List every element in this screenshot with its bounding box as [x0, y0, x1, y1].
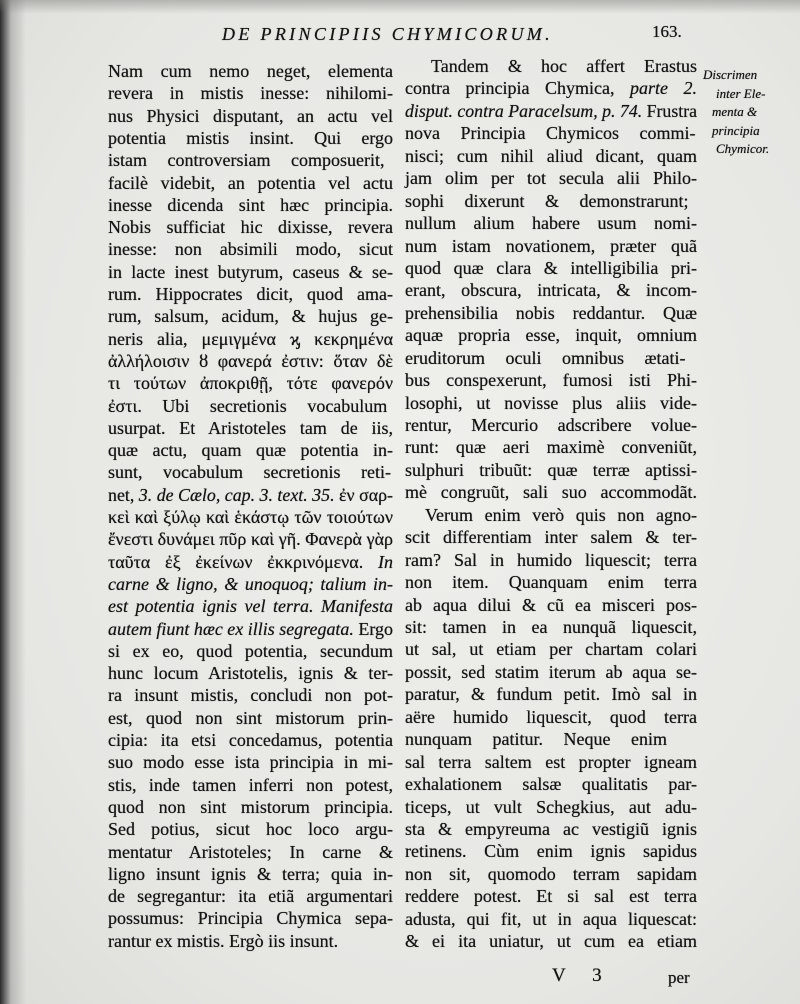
- line-text: aëre humido liquescit, quod terra: [405, 706, 697, 727]
- text-line: [108, 885, 393, 907]
- line-text: num istam novationem, præter quã: [405, 235, 698, 256]
- line-text: si ex eo, quod potentia, secundum: [108, 640, 394, 661]
- text-line: [405, 751, 697, 773]
- line-text: sunt, vocabulum secretionis reti-: [108, 462, 391, 483]
- line-text: quæ actu, quam quæ potentia in-: [108, 440, 394, 461]
- line-text: & ei ita uniatur, ut cum ea etiam: [405, 931, 697, 952]
- text-line: [405, 908, 697, 930]
- line-text: [108, 573, 393, 595]
- line-text: retinens. Cùm enim ignis sapidus: [405, 841, 698, 862]
- line-text: nus Physici disputant, an actu vel: [108, 105, 394, 126]
- text-line: [405, 549, 697, 571]
- line-text: runt: quæ aeri maximè conveniũt,: [405, 437, 697, 458]
- text-line: [405, 190, 697, 212]
- left-column: [108, 0, 394, 1004]
- text-line: [405, 571, 697, 593]
- line-text: rum. Hippocrates dicit, quod ama-: [108, 284, 394, 304]
- line-text: scit differentiam inter salem & ter-: [405, 527, 698, 548]
- line-text: losophi, ut novisse plus aliis vide-: [405, 392, 697, 413]
- line-text: ab aqua dilui & cũ ea misceri pos-: [405, 594, 697, 615]
- line-text: inesse: non absimili modo, sicut: [108, 239, 394, 260]
- text-line: [405, 436, 697, 458]
- line-text: Nobis sufficiat hic dixisse, revera: [108, 217, 393, 238]
- line-text: non sit, quomodo terram sapidam: [405, 863, 697, 884]
- text-line: [405, 796, 697, 818]
- italic-text-segment: autem fiunt hæc ex illis segregata.: [108, 618, 354, 639]
- text-line: [108, 751, 393, 773]
- line-text: nova Principia Chymicos commi-: [405, 123, 696, 144]
- text-line: [405, 369, 697, 391]
- right-column: [405, 0, 699, 1004]
- text-line: [108, 707, 393, 729]
- text-line: [108, 461, 393, 483]
- text-line: [405, 324, 697, 346]
- line-text: suo modo esse ista principia in mi-: [108, 752, 393, 773]
- text-line: [405, 773, 697, 795]
- line-text: Verum enim verò quis non agno-: [425, 504, 698, 525]
- text-line: [108, 684, 393, 706]
- text-line: [108, 127, 393, 149]
- line-text: [108, 551, 393, 573]
- text-line: [405, 885, 697, 907]
- line-text: τι τούτων ἀποκριθῇ, τότε φανερόν: [108, 373, 393, 394]
- line-text: stis, inde tamen inferri non potest,: [108, 774, 394, 795]
- line-text: potentia mistis insint. Qui ergo: [108, 127, 394, 148]
- text-line: [108, 439, 393, 461]
- text-line: [405, 167, 697, 189]
- text-line: [108, 261, 393, 283]
- line-text: non item. Quanquam enim terra: [405, 572, 697, 593]
- text-line: [108, 551, 393, 573]
- line-text: nunquam patitur. Neque enim: [405, 729, 667, 750]
- text-segment: ταῦτα ἐξ ἐκείνων ἐκκρινόμενα.: [108, 551, 378, 572]
- text-line: [108, 238, 393, 260]
- text-line: [108, 82, 393, 104]
- line-text: mentatur Aristoteles; In carne &: [108, 841, 394, 862]
- line-text: [108, 618, 393, 640]
- text-line: [108, 907, 393, 929]
- text-line: [108, 640, 393, 662]
- text-segment: Frustra: [642, 100, 698, 121]
- line-text: ut sal, ut etiam per chartam colari: [405, 639, 697, 660]
- text-line: [405, 594, 697, 616]
- line-text: eruditorum oculi omnibus ætati-: [405, 347, 686, 368]
- line-text: rantur ex mistis. Ergò iis insunt.: [108, 930, 339, 951]
- text-line: [108, 863, 393, 885]
- line-text: aquæ propria esse, inquit, omnium: [405, 325, 698, 346]
- line-text: ra insunt mistis, concludi non pot-: [108, 685, 393, 706]
- text-line: [108, 796, 393, 818]
- text-line: [108, 350, 393, 372]
- line-text: [108, 595, 393, 617]
- text-line: [405, 728, 697, 750]
- line-text: exhalationem salsæ qualitatis par-: [405, 774, 697, 795]
- line-text: sophi dixerunt & demonstrarunt;: [405, 190, 689, 211]
- text-line: [425, 504, 697, 526]
- text-line: [405, 414, 697, 436]
- line-text: Tandem & hoc affert Erastus: [431, 56, 697, 76]
- line-text: inesse dicenda sint hæc principia.: [108, 194, 393, 215]
- line-text: in lacte inest butyrum, caseus & se-: [108, 261, 393, 282]
- text-line: [405, 863, 697, 885]
- text-line: [108, 172, 393, 194]
- text-line: [405, 840, 697, 862]
- text-line: [108, 194, 393, 216]
- marginal-note-line: inter Ele-: [716, 85, 766, 101]
- text-line: [405, 212, 697, 234]
- line-text: rentur, Mercurio adscribere volue-: [405, 415, 697, 436]
- text-line: [405, 706, 697, 728]
- italic-text-segment: 3. de Cælo, cap. 3. text. 35.: [138, 484, 335, 505]
- text-line: [405, 638, 697, 660]
- text-line: [405, 616, 697, 638]
- text-line: [108, 930, 393, 952]
- text-line: [108, 818, 393, 840]
- line-text: ἔνεστι δυνάμει πῦρ καὶ γῆ. Φανερὰ γὰρ: [108, 529, 393, 550]
- line-text: adusta, qui fit, ut in aqua liquescat:: [405, 908, 697, 929]
- text-line: [108, 573, 393, 595]
- line-text: Sed potius, sicut hoc loco argu-: [108, 819, 393, 840]
- line-text: possumus: Principia Chymica sepa-: [108, 908, 394, 929]
- line-text: Nam cum nemo neget, elementa: [108, 61, 393, 81]
- line-text: mè congruũt, sali suo accommodãt.: [405, 482, 698, 503]
- text-line: [405, 235, 697, 257]
- marginal-note-line: Chymicor.: [716, 141, 770, 156]
- text-line: [108, 305, 393, 327]
- marginal-note-line: Discrimen: [703, 67, 758, 82]
- line-text: quod quæ clara & intelligibilia pri-: [405, 257, 697, 278]
- text-line: [108, 618, 393, 640]
- text-line: [405, 145, 697, 167]
- text-line: [405, 818, 697, 840]
- signature-mark: V 3: [552, 965, 602, 986]
- running-title: DE PRINCIPIIS CHYMICORUM.: [222, 24, 553, 44]
- text-line: [405, 77, 697, 99]
- line-text: usurpat. Et Aristoteles tam de iis,: [108, 417, 394, 438]
- line-text: rum, salsum, acidum, & hujus ge-: [108, 306, 394, 327]
- text-line: [108, 328, 393, 350]
- line-text: sta & empyreuma ac vestigiũ ignis: [405, 818, 697, 839]
- line-text: hunc locum Aristotelis, ignis & ter-: [108, 663, 394, 684]
- line-text: jam olim per tot secula alii Philo-: [405, 168, 698, 189]
- text-line: [108, 841, 393, 863]
- line-text: nisci; cum nihil aliud dicant, quam: [405, 145, 698, 166]
- text-segment: contra principia Chymica,: [405, 78, 630, 99]
- text-line: [108, 595, 393, 617]
- text-line: [405, 279, 697, 301]
- line-text: [108, 484, 393, 506]
- text-line: [405, 347, 697, 369]
- line-text: erant, obscura, intricata, & incom-: [405, 280, 698, 301]
- line-text: prehensibilia nobis reddantur. Quæ: [405, 302, 697, 323]
- line-text: bus conspexerunt, fumosi isti Phi-: [405, 370, 698, 391]
- page-number: 163.: [652, 22, 682, 41]
- marginal-note-line: principia: [712, 122, 760, 138]
- line-text: [405, 77, 697, 99]
- italic-text-segment: disput. contra Paracelsum, p. 74.: [405, 100, 643, 121]
- line-text: κεὶ καὶ ξύλῳ καὶ ἑκάστῳ τῶν τοιούτων: [108, 507, 394, 527]
- italic-text-segment: In: [378, 551, 393, 572]
- text-segment: net,: [108, 484, 139, 505]
- line-text: quod non sint mistorum principia.: [108, 796, 394, 817]
- line-text: istam controversiam composuerit,: [108, 150, 385, 171]
- line-text: [405, 100, 697, 122]
- text-line: [405, 930, 697, 952]
- text-segment: Ergo: [353, 618, 394, 639]
- text-line: [108, 149, 393, 171]
- text-line: [405, 526, 697, 548]
- text-line: [108, 774, 393, 796]
- line-text: sal terra saltem est propter igneam: [405, 751, 698, 772]
- line-text: ligno insunt ignis & terra; quia in-: [108, 863, 393, 884]
- text-line: [405, 481, 697, 503]
- line-text: sulphuri tribuũt: quæ terræ aptissi-: [405, 459, 697, 480]
- line-text: revera in mistis inesse: nihilomi-: [108, 83, 393, 104]
- line-text: possit, sed statim iterum ab aqua se-: [405, 661, 698, 682]
- catchword: per: [668, 968, 690, 987]
- text-line: [405, 100, 697, 122]
- line-text: cipia: ita etsi concedamus, potentia: [108, 730, 393, 750]
- line-text: est, quod non sint mistorum prin-: [108, 707, 393, 728]
- text-line: [108, 105, 393, 127]
- text-line: [108, 216, 393, 238]
- text-line: [108, 283, 393, 305]
- line-text: neris alia, μεμιγμένα ϗ κεκρημένα: [108, 328, 394, 349]
- line-text: facilè videbit, an potentia vel actu: [108, 172, 393, 193]
- text-segment: ἐν σαρ-: [334, 484, 393, 505]
- italic-text-segment: carne & ligno, & unoquoq; talium in-: [108, 573, 394, 594]
- line-text: ἐστι. Ubi secretionis vocabulum: [108, 395, 388, 416]
- text-line: [405, 392, 697, 414]
- line-text: ram? Sal in humido liquescit; terra: [405, 549, 697, 570]
- text-line: [405, 122, 697, 144]
- text-line: [108, 662, 393, 684]
- text-line: [405, 302, 697, 324]
- scan-shadow-left: [0, 0, 26, 1004]
- text-line: [405, 257, 697, 279]
- text-line: [405, 459, 697, 481]
- text-line: [108, 417, 393, 439]
- italic-text-segment: parte 2.: [630, 78, 698, 99]
- text-line: [405, 661, 697, 683]
- line-text: ἀλλήλοισιν ȣ φανερά ἐστιν: ὅταν δὲ: [108, 350, 393, 371]
- text-line: [108, 506, 393, 528]
- italic-text-segment: est potentia ignis vel terra. Manifesta: [108, 596, 394, 617]
- line-text: sit: tamen in ea nunquã liquescit,: [405, 617, 697, 637]
- text-line: [405, 683, 697, 705]
- text-line: [108, 372, 393, 394]
- line-text: paratur, & fundum petit. Imò sal in: [405, 684, 697, 705]
- text-line: [431, 55, 697, 77]
- text-line: [108, 729, 393, 751]
- text-line: [108, 528, 393, 550]
- marginal-note-line: menta &: [712, 104, 758, 119]
- text-line: [108, 395, 393, 417]
- text-line: [108, 60, 393, 82]
- line-text: ticeps, ut vult Schegkius, aut adu-: [405, 796, 698, 817]
- line-text: de segregantur: ita etiã argumentari: [108, 886, 393, 907]
- line-text: nullum alium habere usum nomi-: [405, 213, 697, 234]
- text-line: [108, 484, 393, 506]
- line-text: reddere potest. Et si sal est terra: [405, 886, 697, 907]
